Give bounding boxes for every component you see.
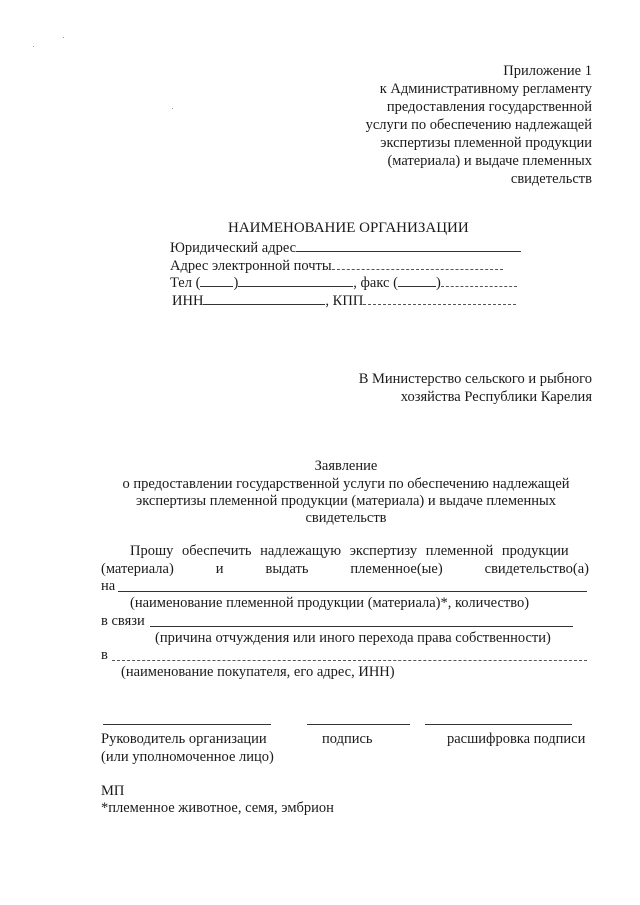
appendix-line: экспертизы племенной продукции <box>380 135 592 151</box>
legal-address-label: Юридический адрес <box>170 240 297 256</box>
sign-label: подпись <box>322 731 373 747</box>
tel-label: Тел ( <box>170 275 201 291</box>
organization-title: НАИМЕНОВАНИЕ ОРГАНИЗАЦИИ <box>228 220 469 236</box>
v-svyazi-label: в связи <box>101 613 145 629</box>
seal-label: МП <box>101 783 125 799</box>
statement-subtitle: свидетельств <box>305 510 387 526</box>
appendix-line: к Административному регламенту <box>379 81 592 97</box>
request-word: племенное(ые) <box>350 561 443 577</box>
email-field[interactable] <box>332 256 503 270</box>
statement-subtitle: экспертизы племенной продукции (материала) и выдаче племенных <box>136 493 556 509</box>
signature-decode-line[interactable] <box>425 724 572 725</box>
buyer-hint: (наименование покупателя, его адрес, ИНН) <box>121 664 395 680</box>
head-label: Руководитель организации <box>101 731 267 747</box>
product-hint: (наименование племенной продукции (материала)*, количество) <box>130 595 530 611</box>
v-label: в <box>101 647 108 663</box>
request-word: и <box>215 561 224 577</box>
appendix-line: предоставления государственной <box>386 99 592 115</box>
footnote: *племенное животное, семя, эмбрион <box>101 800 334 816</box>
tel-number-field[interactable] <box>238 273 353 287</box>
scan-speck <box>33 46 34 47</box>
reason-field[interactable] <box>150 626 573 627</box>
na-label: на <box>101 578 116 594</box>
fax-close: ) <box>435 275 441 291</box>
head-label-sub: (или уполномоченное лицо) <box>101 749 274 765</box>
appendix-line: услуги по обеспечению надлежащей <box>365 117 592 133</box>
fax-code-field[interactable] <box>398 273 436 287</box>
kpp-label: , КПП <box>325 293 364 309</box>
appendix-line: Приложение 1 <box>503 63 592 79</box>
scan-speck <box>63 37 64 38</box>
tel-code-field[interactable] <box>200 273 233 287</box>
legal-address-field[interactable] <box>296 238 521 252</box>
appendix-line: (материала) и выдаче племенных <box>387 153 592 169</box>
product-field[interactable] <box>118 591 587 592</box>
request-word: выдать <box>265 561 309 577</box>
inn-field[interactable] <box>203 291 325 305</box>
statement-subtitle: о предоставлении государственной услуги по обеспечению надлежащей <box>122 476 570 492</box>
email-label: Адрес электронной почты <box>170 258 332 274</box>
statement-title: Заявление <box>314 458 378 474</box>
request-text-line2 <box>101 561 589 578</box>
inn-label: ИНН <box>172 293 204 309</box>
fax-label: , факс ( <box>353 275 398 291</box>
recipient-line: В Министерство сельского и рыбного <box>358 371 592 387</box>
reason-hint: (причина отчуждения или иного перехода права собственности) <box>155 630 551 646</box>
recipient-line: хозяйства Республики Карелия <box>400 389 592 405</box>
scan-speck <box>172 108 173 109</box>
request-text: Прошу обеспечить надлежащую экспертизу племенной продукции <box>130 543 569 559</box>
fax-number-field[interactable] <box>441 273 517 287</box>
request-word: свидетельство(а) <box>484 561 589 577</box>
signature-line[interactable] <box>307 724 410 725</box>
buyer-field[interactable] <box>112 660 587 661</box>
appendix-line: свидетельств <box>510 171 592 187</box>
tel-close: ) <box>233 275 239 291</box>
kpp-field[interactable] <box>363 291 516 305</box>
head-signature-line[interactable] <box>103 724 271 725</box>
decode-label: расшифровка подписи <box>447 731 586 747</box>
request-word: (материала) <box>101 561 174 577</box>
